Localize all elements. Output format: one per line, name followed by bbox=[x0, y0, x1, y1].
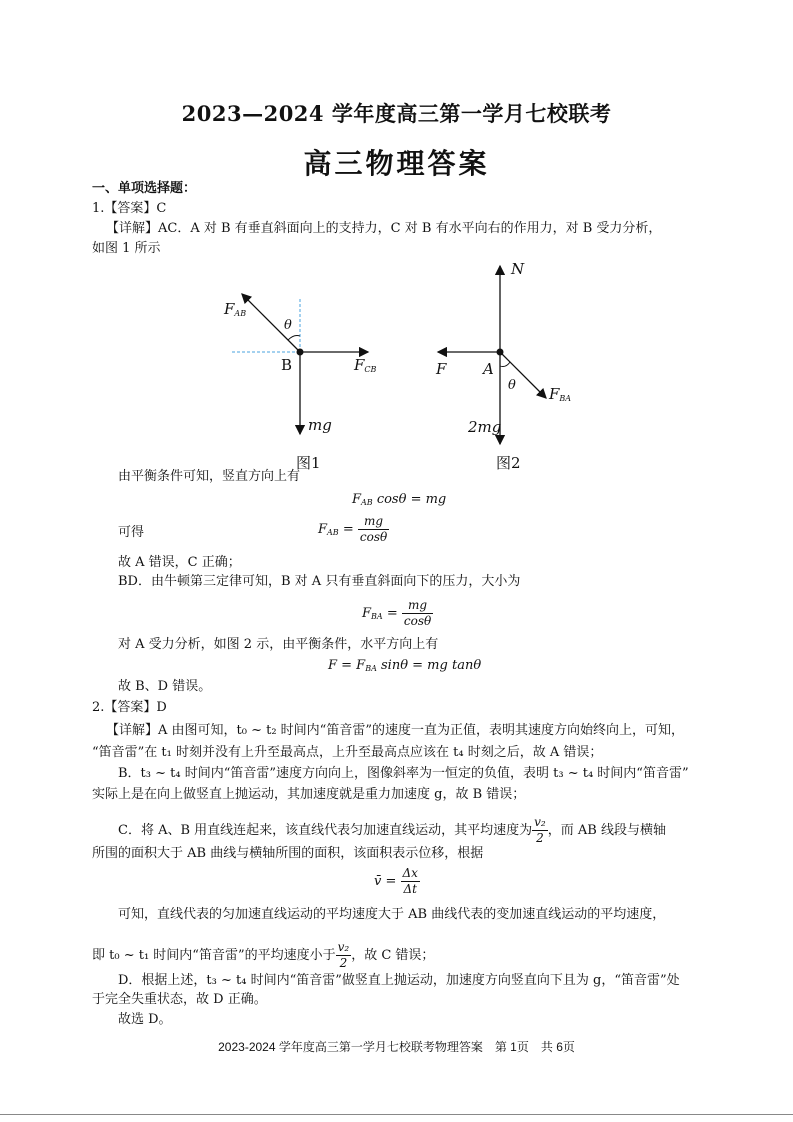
q1-equation-1: $F_{AB}$ cosθ = mg bbox=[352, 492, 447, 507]
q1-bd-text: BD．由牛顿第三定律可知，B 对 A 只有垂直斜面向下的压力，大小为 bbox=[118, 574, 521, 589]
q1-kede-text: 可得 bbox=[118, 525, 145, 540]
answer-title: 高三物理答案 bbox=[303, 147, 490, 180]
fig1-caption: 图1 bbox=[296, 454, 321, 472]
q1-conclusion-2: 故 B、D 错误。 bbox=[118, 679, 212, 694]
q2-b-line1: B．t₃ ~ t₄ 时间内“笛音雷”速度方向向上，图像斜率为一恒定的负值，表明 t₃ ~ t₄ 时间内“笛音雷” bbox=[118, 766, 689, 781]
fig2-2mg-label: 2mg bbox=[468, 418, 502, 436]
fig1-theta-label: θ bbox=[284, 318, 292, 333]
q2-c-line3: 可知，直线代表的匀加速直线运动的平均速度大于 AB 曲线代表的变加速直线运动的平均速度， bbox=[118, 907, 666, 922]
q1-balance-text: 由平衡条件可知，竖直方向上有 bbox=[118, 469, 301, 484]
fig1-mg-label: mg bbox=[308, 416, 332, 434]
fig1-fab-label: $F_{AB}$ bbox=[224, 300, 247, 318]
q2-a-line1: 【详解】A 由图可知，t₀ ~ t₂ 时间内“笛音雷”的速度一直为正值，表明其速度方向始终向上，可知， bbox=[106, 723, 684, 738]
fig2-fba-label: $F_{BA}$ bbox=[549, 385, 572, 403]
q2-c-line2: 所围的面积大于 AB 曲线与横轴所围的面积，该面积表示位移，根据 bbox=[92, 846, 484, 861]
q1-a-analysis: 对 A 受力分析，如图 2 示，由平衡条件，水平方向上有 bbox=[118, 637, 439, 652]
page-footer: 2023-2024 学年度高三第一学月七校联考物理答案 第 1页 共 6页 bbox=[218, 1040, 575, 1054]
q1-equation-4: $F = F_{BA}$ sinθ = mg tanθ bbox=[328, 658, 482, 673]
fig1-theta-arc bbox=[288, 336, 300, 341]
fig2-caption: 图2 bbox=[496, 454, 521, 472]
fig2-f-label: F bbox=[436, 360, 447, 378]
fig1-point-label: B bbox=[281, 356, 293, 374]
fig2-fba-arrow bbox=[500, 352, 546, 398]
q2-c-line1: C．将 A、B 用直线连起来，该直线代表匀加速直线运动，其平均速度为 $\frac{\text{v₂}}{2}$ ，而 AB 线段与横轴 bbox=[118, 815, 666, 845]
q1-conclusion-1: 故 A 错误，C 正确； bbox=[118, 555, 241, 570]
fig2-n-label: N bbox=[511, 260, 525, 278]
fig1-point-b bbox=[297, 349, 304, 356]
bottom-rule bbox=[0, 1114, 793, 1115]
q2-b-line2: 实际上是在向上做竖直上抛运动，其加速度就是重力加速度 g，故 B 错误； bbox=[92, 787, 526, 802]
exam-title: 2023—2024 学年度高三第一学月七校联考 bbox=[181, 101, 612, 126]
fig2-point-a bbox=[497, 349, 504, 356]
q2-c-line4: 即 t₀ ~ t₁ 时间内“笛音雷”的平均速度小于 $\frac{\text{v₂}}{2}$ ，故 C 错误； bbox=[92, 940, 435, 970]
fig1-fcb-label: $F_{CB}$ bbox=[354, 356, 377, 374]
fig2-theta-label: θ bbox=[508, 378, 516, 393]
fig2-point-label: A bbox=[483, 360, 494, 378]
fig2-theta-arc bbox=[500, 362, 510, 367]
q1-answer: 1.【答案】C bbox=[92, 201, 167, 216]
q2-d-line1: D．根据上述，t₃ ~ t₄ 时间内“笛音雷”做竖直上抛运动，加速度方向竖直向下且为 g，“笛音雷”处 bbox=[118, 973, 680, 988]
section-heading: 一、单项选择题： bbox=[92, 181, 197, 196]
force-diagrams bbox=[200, 258, 600, 473]
q2-equation-5: v̄ = $\frac{\Delta x}{\Delta t}$ bbox=[374, 866, 418, 896]
q1-detail-line1: 【详解】AC．A 对 B 有垂直斜面向上的支持力，C 对 B 有水平向右的作用力，对 B 受力分析， bbox=[106, 221, 662, 236]
q2-d-line2: 于完全失重状态，故 D 正确。 bbox=[92, 992, 267, 1007]
q2-a-line2: “笛音雷”在 t₁ 时刻并没有上升至最高点，上升至最高点应该在 t₄ 时刻之后，故 A 错误； bbox=[92, 745, 603, 760]
q1-equation-3: $F_{BA}$ = $\frac{mg}{\cos\theta}$ bbox=[362, 598, 432, 628]
q1-detail-line2: 如图 1 所示 bbox=[92, 241, 161, 256]
figure-1 bbox=[232, 294, 368, 434]
q2-final: 故选 D。 bbox=[118, 1012, 172, 1027]
q2-answer: 2.【答案】D bbox=[92, 700, 167, 715]
q1-equation-2: $F_{AB}$ = $\frac{mg}{\cos\theta}$ bbox=[318, 514, 388, 544]
